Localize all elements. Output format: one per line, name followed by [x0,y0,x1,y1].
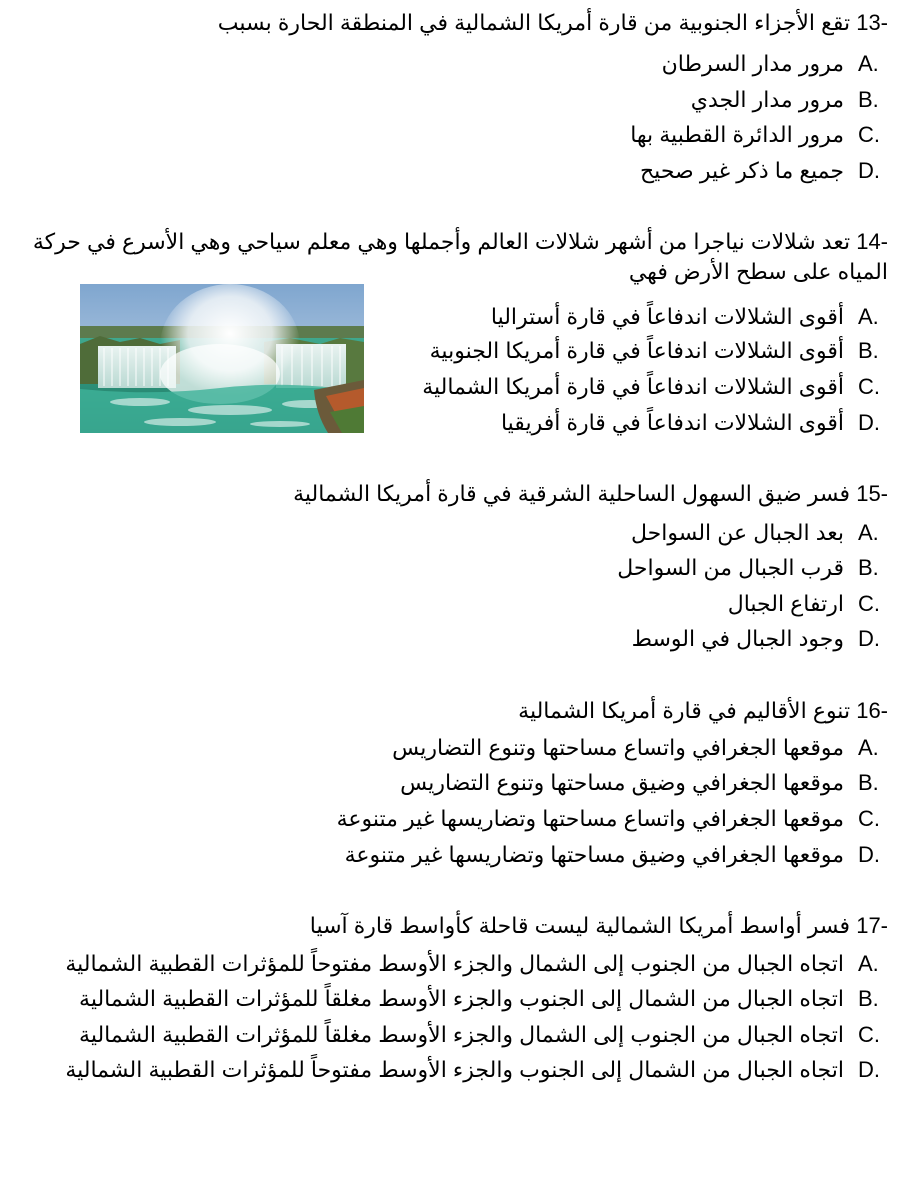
option-letter: D. [858,626,880,651]
option-text: وجود الجبال في الوسط [631,626,844,651]
option-text: أقوى الشلالات اندفاعاً في قارة أمريكا الشمالية [422,374,844,399]
option-text: بعد الجبال عن السواحل [630,520,844,545]
option-15-c[interactable] [728,587,888,621]
option-text: أقوى الشلالات اندفاعاً في قارة أستراليا [490,304,844,329]
question-number: 14- [856,229,888,254]
option-letter: A. [858,520,879,545]
option-letter: B. [858,338,879,363]
option-text: مرور الدائرة القطبية بها [630,122,844,147]
option-letter: D. [858,158,880,183]
question-16-title [518,696,888,726]
option-letter: C. [858,1022,880,1047]
option-text: موقعها الجغرافي واتساع مساحتها وتنوع التضاريس [392,735,844,760]
option-15-b[interactable] [617,551,888,585]
question-text: تعد شلالات نياجرا من أشهر شلالات العالم وأجملها وهي معلم سياحي وهي الأسرع في حركة المياه على سطح الأرض فهي [32,229,888,284]
option-letter: B. [858,986,879,1011]
question-text: تنوع الأقاليم في قارة أمريكا الشمالية [518,698,851,723]
option-letter: A. [858,51,879,76]
question-15-title [293,479,888,509]
option-13-d[interactable] [640,154,888,188]
option-14-b[interactable] [430,334,888,368]
niagara-falls-photo-icon [80,284,364,433]
option-14-a[interactable] [491,300,888,334]
question-text: فسر أواسط أمريكا الشمالية ليست قاحلة كأواسط قارة آسيا [309,913,851,938]
option-16-d[interactable] [345,838,888,872]
option-text: اتجاه الجبال من الشمال إلى الجنوب والجزء الأوسط مفتوحاً للمؤثرات القطبية الشمالية [65,1057,844,1082]
option-16-b[interactable] [400,766,888,800]
option-13-b[interactable] [691,83,888,117]
option-16-c[interactable] [337,802,888,836]
option-17-c[interactable] [79,1018,888,1052]
option-letter: C. [858,374,880,399]
option-13-c[interactable] [630,118,888,152]
option-letter: C. [858,806,880,831]
option-16-a[interactable] [392,731,888,765]
question-number: 16- [856,698,888,723]
option-letter: D. [858,842,880,867]
option-text: جميع ما ذكر غير صحيح [639,158,844,183]
option-text: أقوى الشلالات اندفاعاً في قارة أفريقيا [500,410,844,435]
option-letter: A. [858,951,879,976]
option-letter: A. [858,735,879,760]
option-text: أقوى الشلالات اندفاعاً في قارة أمريكا الجنوبية [429,338,844,363]
option-letter: A. [858,304,879,329]
option-letter: D. [858,1057,880,1082]
option-text: اتجاه الجبال من الجنوب إلى الشمال والجزء الأوسط مغلقاً للمؤثرات القطبية الشمالية [79,1022,844,1047]
question-number: 17- [856,913,888,938]
option-letter: B. [858,555,879,580]
question-13-title [218,8,888,38]
question-17-title [310,911,888,941]
question-text: فسر ضيق السهول الساحلية الشرقية في قارة أمريكا الشمالية [293,481,851,506]
question-number: 13- [856,10,888,35]
option-text: اتجاه الجبال من الجنوب إلى الشمال والجزء الأوسط مفتوحاً للمؤثرات القطبية الشمالية [65,951,844,976]
niagara-falls-image [80,284,364,433]
option-13-a[interactable] [662,47,888,81]
option-text: موقعها الجغرافي وضيق مساحتها وتنوع التضاريس [400,770,844,795]
question-text: تقع الأجزاء الجنوبية من قارة أمريكا الشمالية في المنطقة الحارة بسبب [217,10,851,35]
question-number: 15- [856,481,888,506]
option-17-d[interactable] [65,1053,888,1087]
option-15-a[interactable] [631,516,888,550]
option-17-a[interactable] [65,947,888,981]
option-letter: B. [858,770,879,795]
option-text: مرور مدار السرطان [661,51,844,76]
option-text: ارتفاع الجبال [727,591,844,616]
option-letter: D. [858,410,880,435]
option-text: مرور مدار الجدي [690,87,844,112]
option-17-b[interactable] [79,982,888,1016]
option-14-c[interactable] [422,370,888,404]
option-14-d[interactable] [501,406,888,440]
option-letter: B. [858,87,879,112]
option-text: موقعها الجغرافي وضيق مساحتها وتضاريسها غير متنوعة [344,842,844,867]
option-text: قرب الجبال من السواحل [617,555,844,580]
option-text: موقعها الجغرافي واتساع مساحتها وتضاريسها غير متنوعة [336,806,844,831]
option-letter: C. [858,591,880,616]
option-text: اتجاه الجبال من الشمال إلى الجنوب والجزء الأوسط مغلقاً للمؤثرات القطبية الشمالية [79,986,844,1011]
question-14-title [12,227,888,287]
option-letter: C. [858,122,880,147]
option-15-d[interactable] [632,622,888,656]
